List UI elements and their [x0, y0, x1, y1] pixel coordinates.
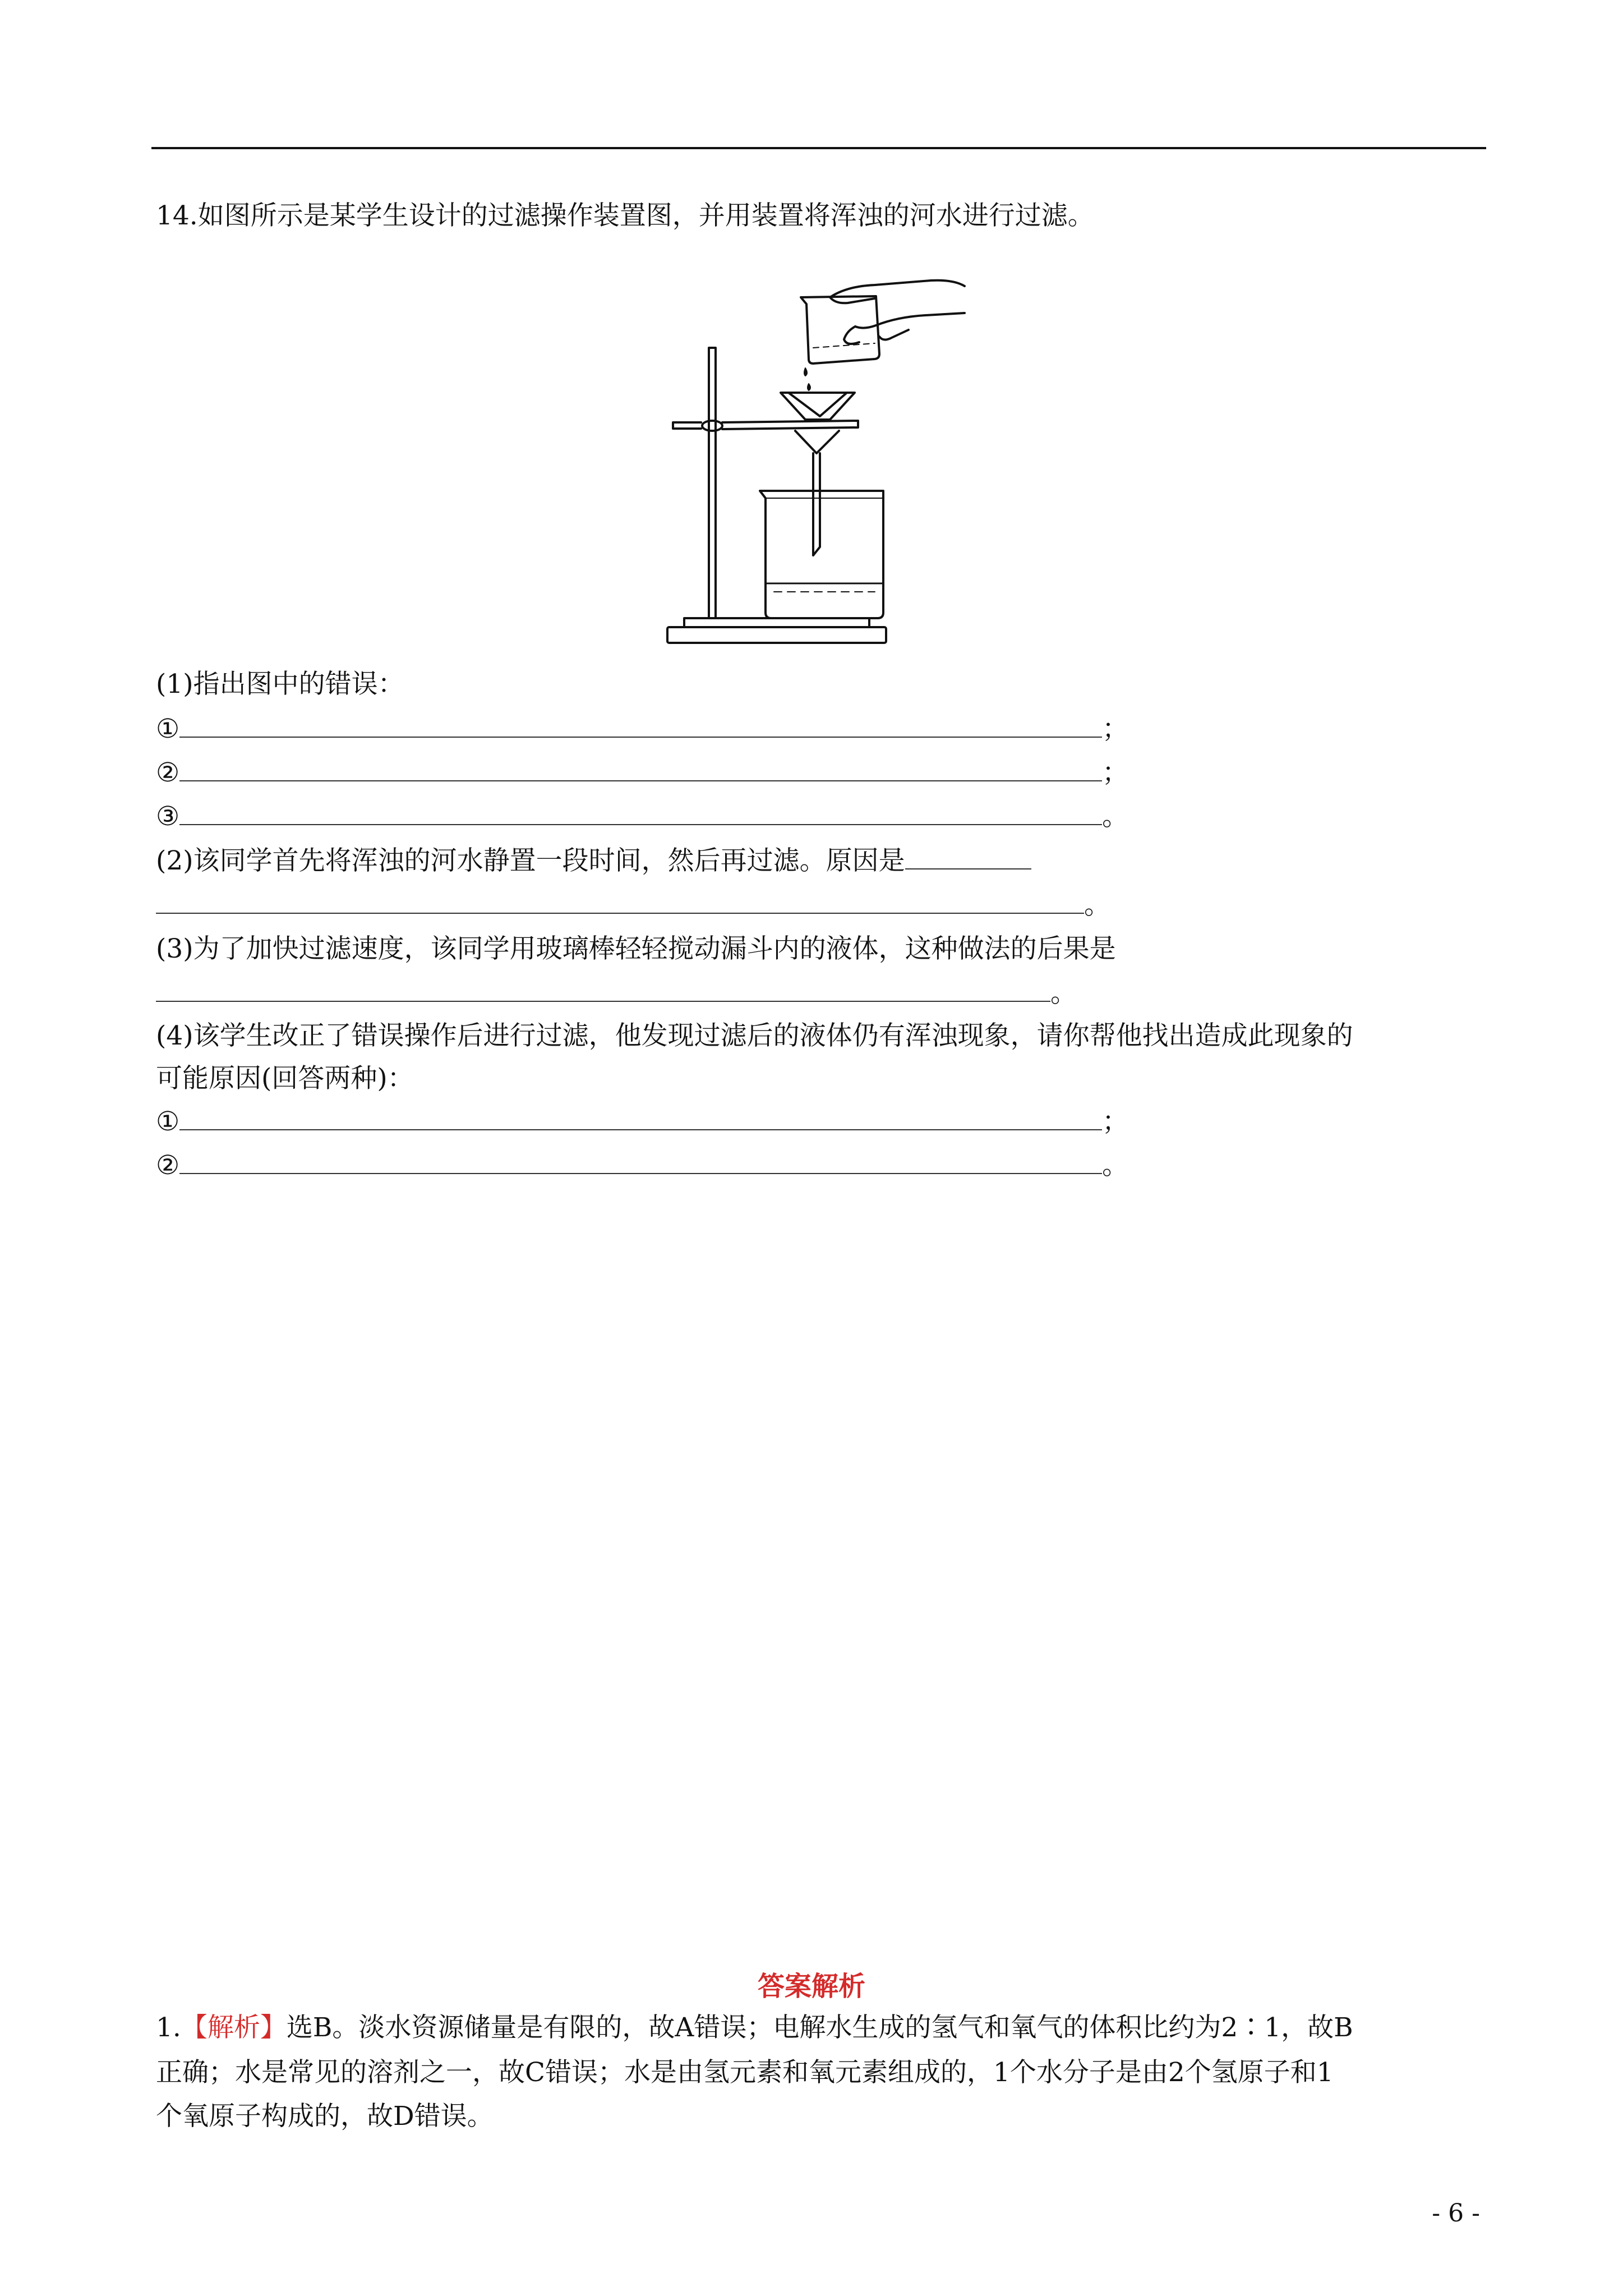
answer-1-text: 选B。淡水资源储量是有限的，故A错误；电解水生成的氢气和氧气的体积比约为2∶1，故B [286, 2012, 1353, 2043]
part-2-prompt [156, 844, 1031, 878]
answers-section-title: 答案解析 [757, 1971, 865, 2002]
punctuation: ； [1102, 714, 1129, 744]
receiving-beaker [760, 491, 883, 618]
stand-base [667, 627, 886, 643]
hand-lower [876, 313, 965, 325]
page-number: - 6 - [1432, 2199, 1480, 2228]
part-1-prompt: (1)指出图中的错误： [156, 669, 404, 700]
funnel-stem [813, 453, 820, 555]
pouring-beaker [801, 296, 879, 364]
answer-1-line-3: 个氧原子构成的，故D错误。 [156, 2101, 494, 2132]
answer-blank[interactable] [156, 890, 1084, 914]
punctuation: 。 [1102, 801, 1129, 832]
part-3-answer [156, 977, 1077, 1010]
answer-blank[interactable] [179, 1151, 1102, 1174]
stand-base-top [684, 618, 869, 627]
answer-1-line-1 [156, 2011, 1353, 2045]
answer-blank[interactable] [179, 1107, 1102, 1130]
clamp-screw [673, 422, 701, 429]
part-4-answer-1 [156, 1105, 1128, 1139]
punctuation: 。 [1102, 1150, 1129, 1181]
filter-paper [789, 393, 847, 416]
part-3-prompt: (3)为了加快过滤速度，该同学用玻璃棒轻轻搅动漏斗内的液体，这种做法的后果是 [156, 933, 1116, 964]
answer-marker-1: ① [156, 1106, 180, 1137]
answer-marker-1: ① [156, 714, 180, 744]
punctuation: 。 [1084, 890, 1110, 921]
answer-blank[interactable] [156, 978, 1050, 1002]
ring-arm [722, 421, 858, 429]
hand-upper [830, 280, 965, 297]
punctuation: ； [1102, 1106, 1129, 1137]
clamp-boss [702, 421, 722, 431]
part-2-text: (2)该同学首先将浑浊的河水静置一段时间，然后再过滤。原因是 [156, 845, 905, 876]
part-1-answer-1 [156, 712, 1128, 746]
question-14-stem: 14.如图所示是某学生设计的过滤操作装置图，并用装置将浑浊的河水进行过滤。 [156, 200, 1094, 231]
answer-blank[interactable] [905, 846, 1031, 869]
filtration-apparatus-figure [662, 264, 998, 656]
answer-1-number: 1. [156, 2012, 181, 2043]
header-rule [151, 147, 1486, 149]
answer-blank[interactable] [179, 714, 1102, 738]
part-1-answer-2 [156, 756, 1128, 790]
punctuation: 。 [1050, 978, 1077, 1009]
answer-marker-3: ③ [156, 801, 180, 832]
part-4-prompt-line-1: (4)该学生改正了错误操作后进行过滤，他发现过滤后的液体仍有浑浊现象，请你帮他找出造成此现象的 [156, 1020, 1353, 1051]
answer-marker-2: ② [156, 757, 180, 788]
analysis-tag: 【解析】 [181, 2012, 287, 2043]
answer-marker-2: ② [156, 1150, 180, 1181]
part-4-prompt-line-2: 可能原因(回答两种)： [156, 1063, 414, 1094]
part-4-answer-2 [156, 1149, 1128, 1182]
stand-rod [709, 348, 716, 618]
funnel-lower [795, 431, 839, 453]
answer-blank[interactable] [179, 802, 1102, 825]
answer-blank[interactable] [179, 758, 1102, 781]
part-2-answer [156, 889, 1110, 922]
answer-1-line-2: 正确；水是常见的溶剂之一，故C错误；水是由氢元素和氧元素组成的，1个水分子是由2个氢原子和1 [156, 2057, 1334, 2088]
part-1-answer-3 [156, 800, 1128, 834]
punctuation: ； [1102, 757, 1129, 788]
